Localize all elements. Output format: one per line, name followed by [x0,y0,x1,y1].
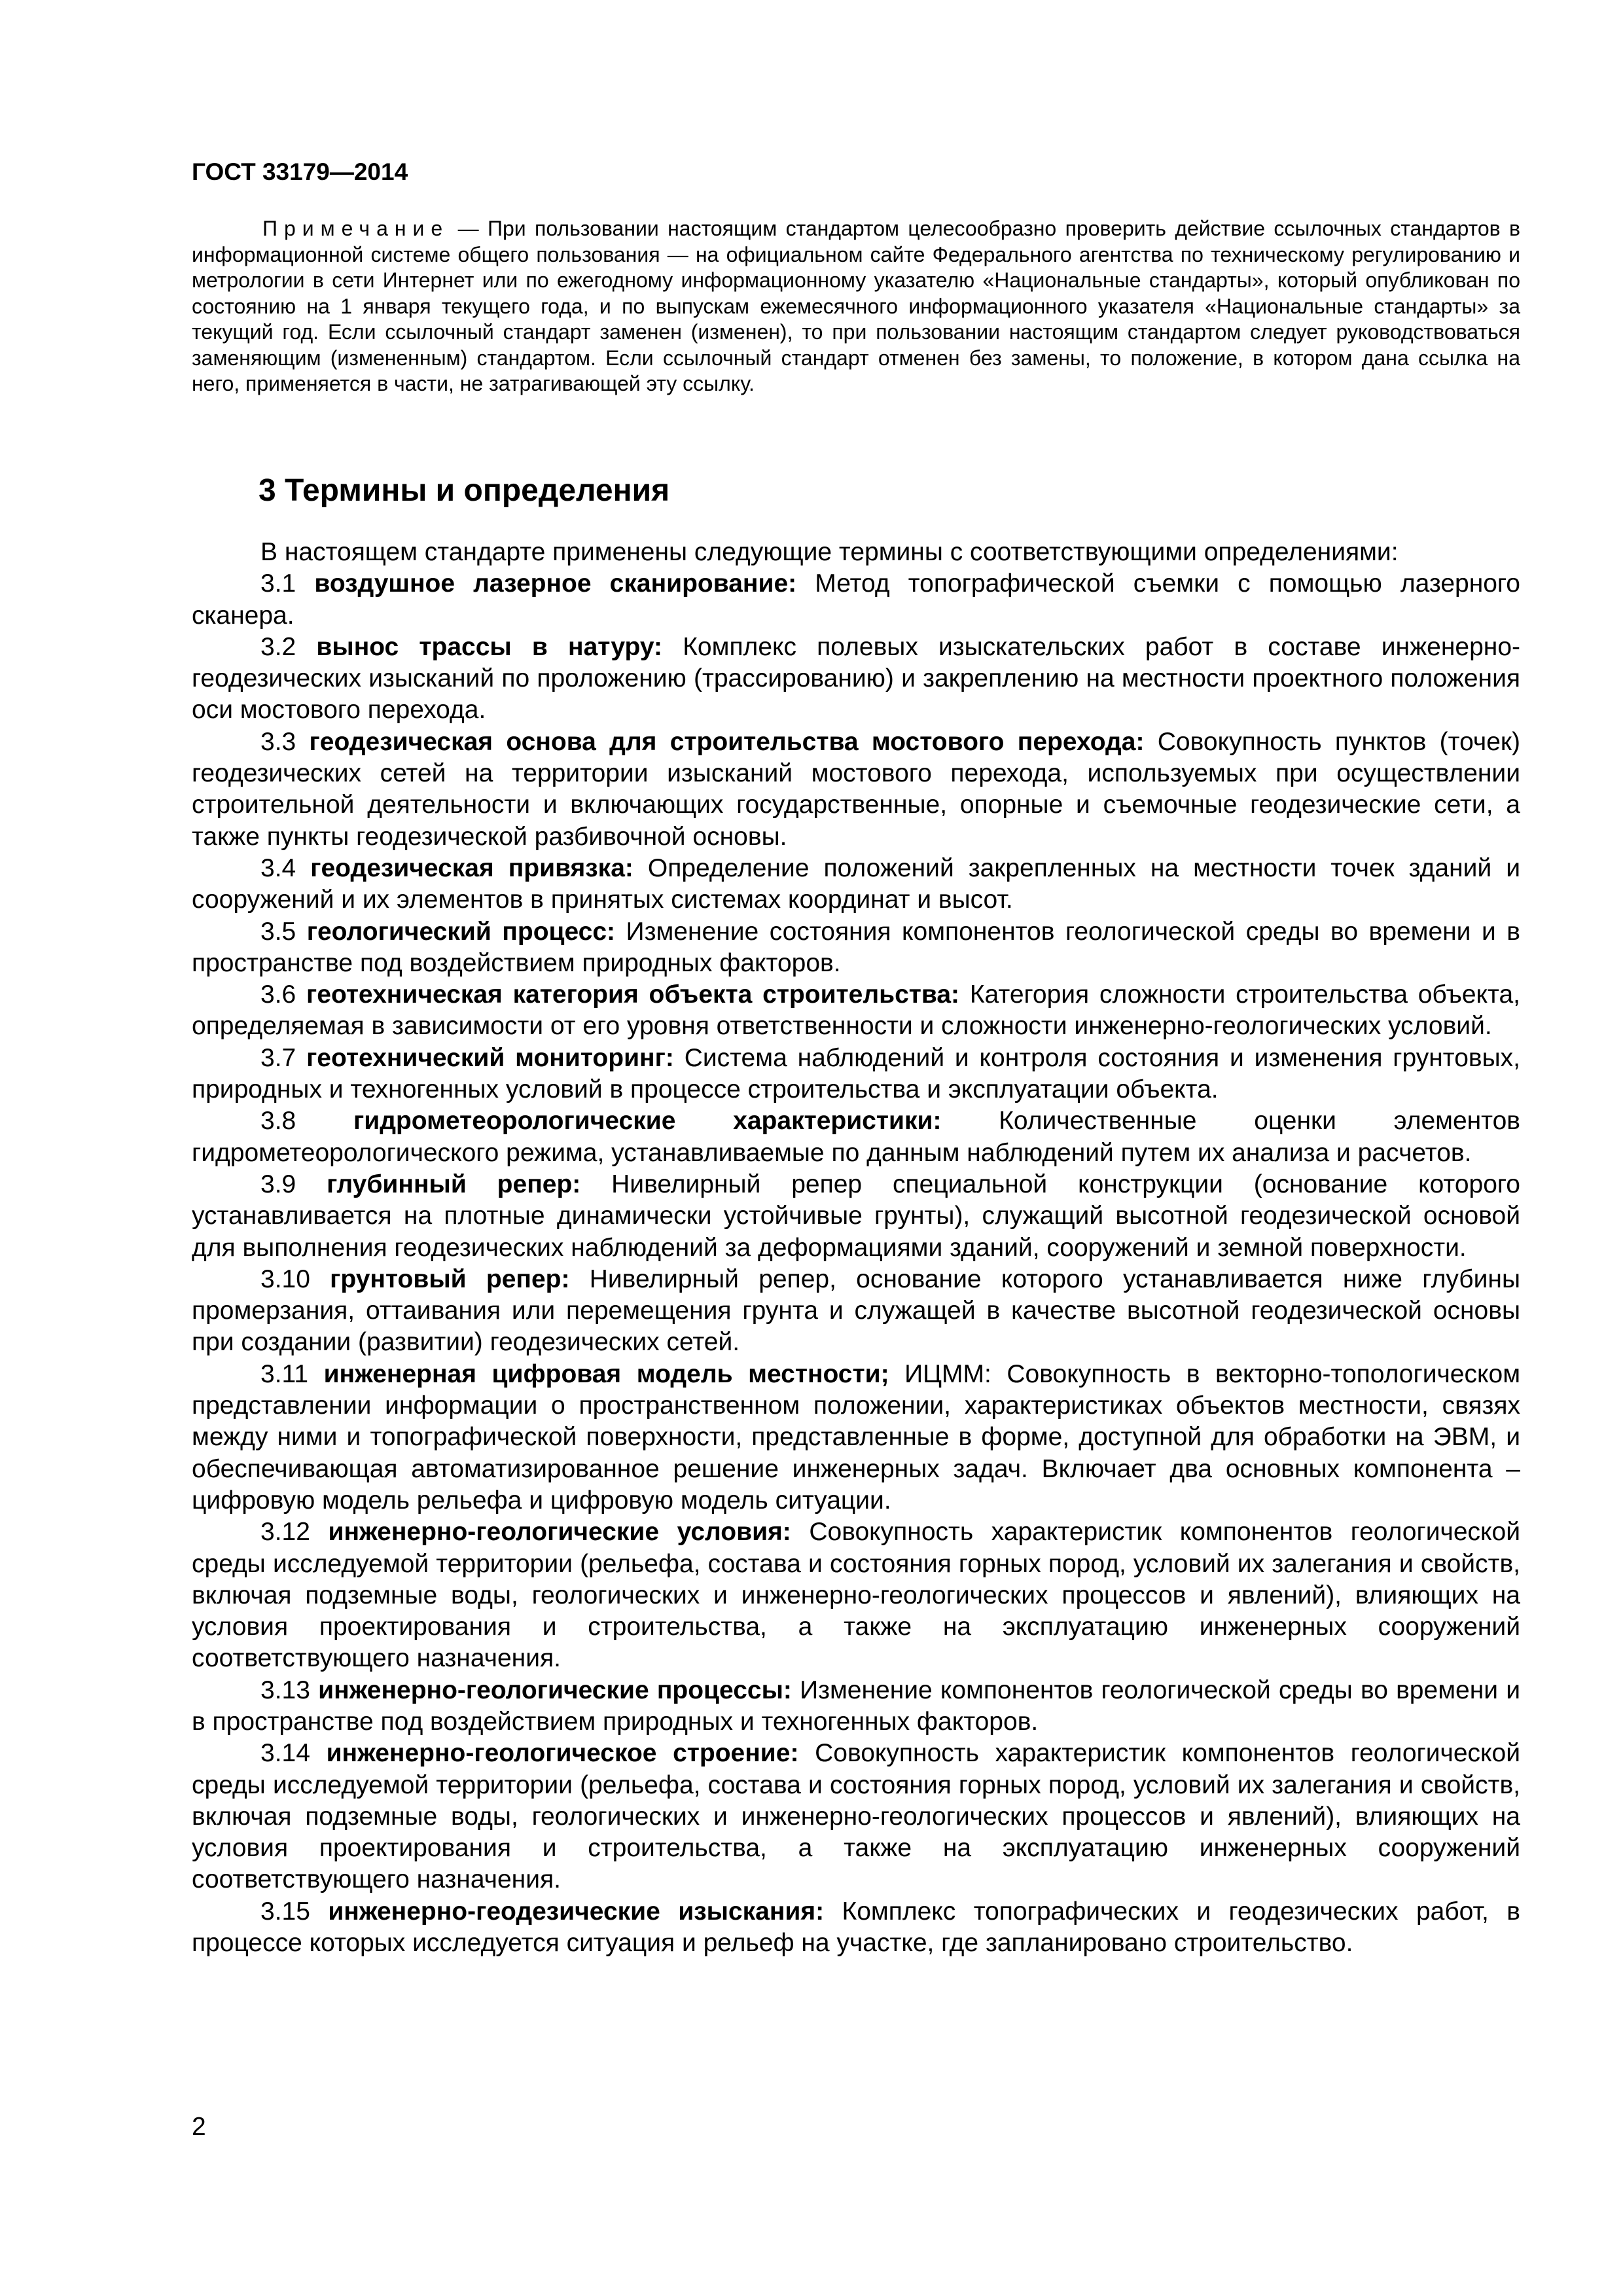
term-entry [192,726,1520,853]
term-entry [192,1169,1520,1264]
term-name: грунтовый репер: [330,1265,570,1293]
term-entry [192,1105,1520,1169]
term-definition: Категория сложности строительства объекта, определяемая в зависимости от его уровня ответственности и сложности инженерно-геологических условий. [192,980,1520,1041]
term-definition: Определение положений закрепленных на местности точек зданий и сооружений и их элементов в принятых системах координат и высот. [192,853,1521,914]
term-definition: Изменение состояния компонентов геологической среды во времени и в пространстве под воздействием природных факторов. [192,917,1520,977]
term-number: 3.15 [260,1897,310,1926]
section-intro: В настоящем стандарте применены следующие термины с соответствующими определениями: [260,538,1399,566]
term-number: 3.7 [260,1043,296,1072]
term-definition: Нивелирный репер, основание которого устанавливается ниже глубины промерзания, оттаивания или перемещения грунта и служащей в качестве высотной геодезической основы при создании (развитии) геодезических сетей. [192,1265,1521,1357]
term-name: глубинный репер: [327,1170,581,1198]
term-entry [192,1738,1520,1895]
term-number: 3.4 [260,853,296,882]
page-number: 2 [192,2113,206,2141]
term-definition: Совокупность характеристик компонентов геологической среды исследуемой территории (рельефа, состава и состояния горных пород, условий их залегания и свойств, включая подземные воды, геологических и инженерно-геологических процессов и явлений), влияющих на условия проектирования и строительства, а также на эксплуатацию инженерных сооружений соответствующего назначения. [192,1518,1520,1673]
term-number: 3.13 [260,1676,310,1704]
term-number: 3.10 [260,1265,310,1293]
document-header: ГОСТ 33179—2014 [192,158,408,185]
term-entry [192,916,1520,980]
term-number: 3.6 [260,980,296,1009]
terms-section [192,537,1520,1959]
term-name: инженерно-геологические условия: [328,1518,791,1547]
term-name: геологический процесс: [306,917,616,946]
term-number: 3.3 [260,727,296,756]
terms-list [192,568,1520,1959]
term-entry [192,632,1520,726]
term-entry [192,1896,1520,1960]
term-definition: Количественные оценки элементов гидрометеорологического режима, устанавливаемые по данным наблюдений путем их анализа и расчетов. [192,1107,1521,1167]
term-name: геодезическая привязка: [310,853,633,882]
term-entry [192,1516,1520,1674]
term-entry [192,1359,1520,1516]
section-title: 3 Термины и определения [259,473,670,508]
term-entry [192,1043,1520,1106]
term-entry [192,568,1520,632]
term-name: вынос трассы в натуру: [316,632,663,661]
term-name: гидрометеорологические характеристики: [353,1107,942,1136]
term-definition: Метод топографической съемки с помощью лазерного сканера. [192,569,1520,630]
term-entry [192,1264,1520,1359]
term-name: инженерная цифровая модель местности; [323,1359,889,1388]
term-number: 3.1 [260,569,296,598]
term-definition: Комплекс топографических и геодезических работ, в процессе которых исследуется ситуация и рельеф на участке, где запланировано строительство. [192,1897,1520,1958]
term-entry [192,853,1520,916]
term-entry [192,1675,1520,1738]
term-definition: Нивелирный репер специальной конструкции (основание которого устанавливается на плотные динамически устойчивые грунты), служащий высотной геодезической основой для выполнения геодезических наблюдений за деформациями зданий, сооружений и земной поверхности. [192,1170,1520,1262]
term-number: 3.9 [260,1170,296,1198]
term-name: геотехнический мониторинг: [306,1043,674,1072]
note-text: — При пользовании настоящим стандартом целесообразно проверить действие ссылочных стандартов в информационной системе общего пользования — на официальном сайте Федерального агентства по техническому регулированию и метрологии в сети Интернет или по ежегодному информационному указателю «Национальные стандарты», который опубликован по состоянию на 1 января текущего года, и по выпускам ежемесячного информационного указателя «Национальные стандарты» за текущий год. Если ссылочный стандарт заменен (изменен), то при пользовании настоящим стандартом следует руководствоваться заменяющим (измененным) стандартом. Если ссылочный стандарт отменен без замены, то положение, в котором дана ссылка на него, применяется в части, не затрагивающей эту ссылку. [192,217,1520,395]
term-number: 3.8 [260,1107,296,1136]
term-number: 3.5 [260,917,296,946]
term-entry [192,979,1520,1043]
term-definition: Система наблюдений и контроля состояния и изменения грунтовых, природных и техногенных условий в процессе строительства и эксплуатации объекта. [192,1043,1520,1104]
term-definition: Совокупность пунктов (точек) геодезических сетей на территории изысканий мостового перехода, используемых при осуществлении строительной деятельности и включающих государственные, опорные и съемочные геодезические сети, а также пункты геодезической разбивочной основы. [192,727,1520,851]
term-name: инженерно-геологические процессы: [318,1676,792,1704]
term-number: 3.12 [260,1518,310,1547]
term-definition: Комплекс полевых изыскательских работ в составе инженерно-геодезических изысканий по проложению (трассированию) и закреплению на местности проектного положения оси мостового перехода. [192,632,1520,725]
term-number: 3.11 [260,1359,309,1388]
term-name: инженерно-геодезические изыскания: [328,1897,825,1926]
term-definition: Изменение компонентов геологической среды во времени и в пространстве под воздействием природных и техногенных факторов. [192,1676,1520,1736]
term-definition: Совокупность характеристик компонентов геологической среды исследуемой территории (рельефа, состава и состояния горных пород, условий их залегания и свойств, включая подземные воды, геологических и инженерно-геологических процессов и явлений), влияющих на условия проектирования и строительства, а также на эксплуатацию инженерных сооружений соответствующего назначения. [192,1739,1521,1894]
note-label: Примечание [262,217,450,240]
term-name: геодезическая основа для строительства мостового перехода: [309,727,1145,756]
reference-note [192,216,1520,397]
term-name: геотехническая категория объекта строительства: [306,980,960,1009]
term-name: воздушное лазерное сканирование: [314,569,797,598]
term-number: 3.2 [260,632,296,661]
term-number: 3.14 [260,1739,310,1768]
term-name: инженерно-геологическое строение: [326,1739,799,1768]
term-definition: ИЦММ: Совокупность в векторно-топологическом представлении информации о пространственном положении, характеристиках объектов местности, связях между ними и топографической поверхности, представленные в форме, доступной для обработки на ЭВМ, и обеспечивающая автоматизированное решение инженерных задач. Включает два основных компонента – цифровую модель рельефа и цифровую модель ситуации. [192,1359,1521,1515]
